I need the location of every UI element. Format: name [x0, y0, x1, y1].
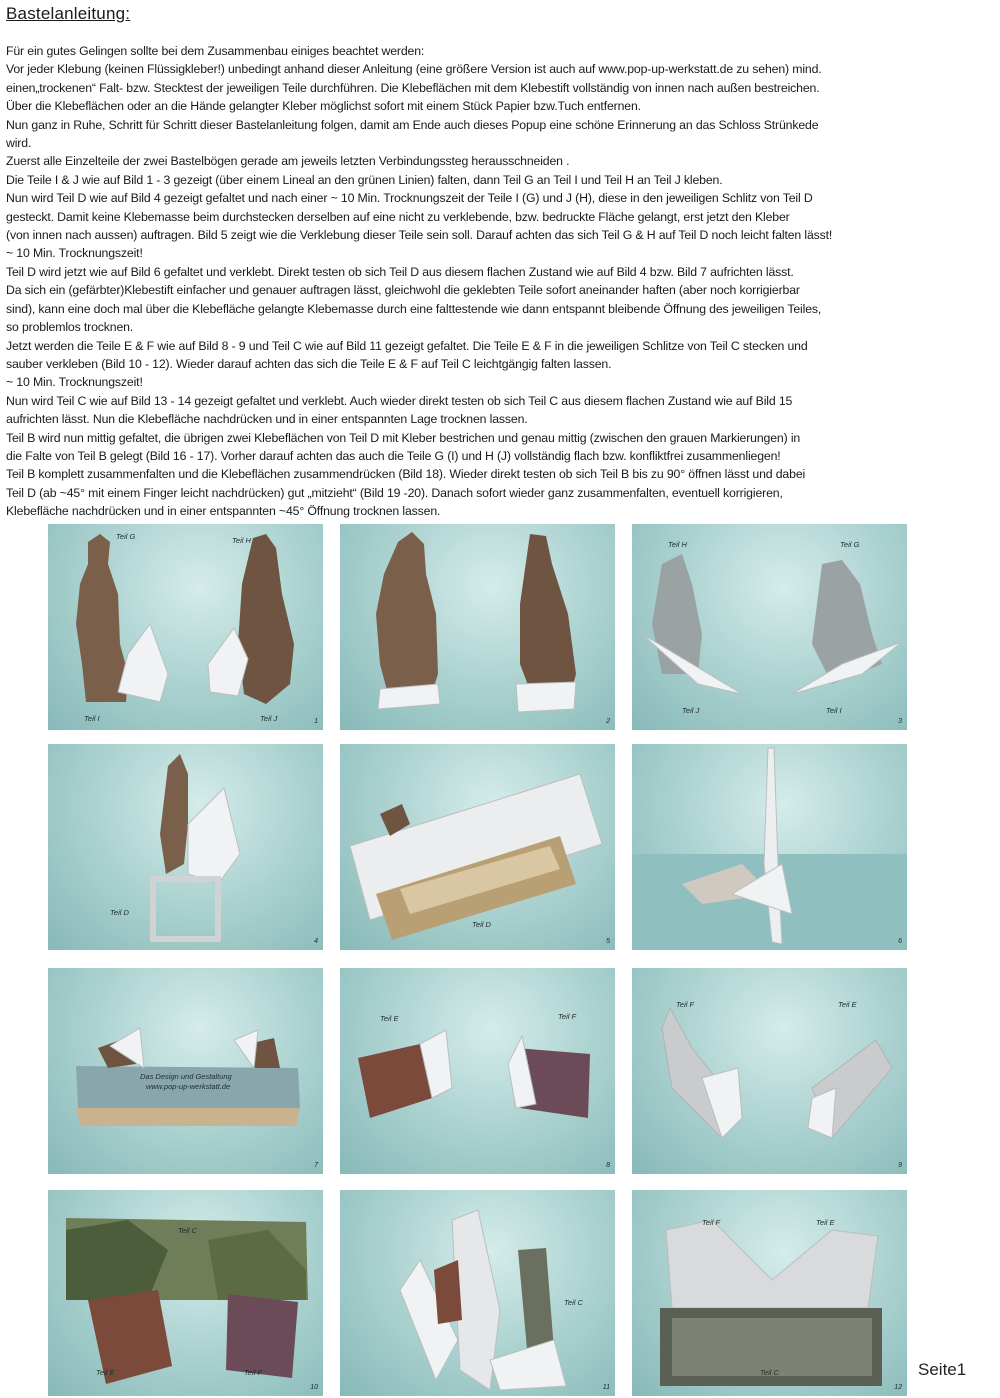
step-image-12	[632, 1190, 907, 1396]
panel-label: Teil F	[558, 1012, 577, 1021]
panel-label: Teil C	[564, 1298, 583, 1307]
panel-label: Teil F	[244, 1368, 263, 1377]
panel-number: 7	[314, 1162, 318, 1169]
panel-number: 6	[898, 938, 902, 945]
panel-label: Teil G	[116, 532, 136, 541]
text-line: Über die Klebeflächen oder an die Hände gelangter Kleber möglichst sofort mit einem Stück Papier bzw.Tuch entfernen.	[6, 99, 641, 114]
text-line: aufrichten lässt. Nun die Klebefläche nachdrücken und in einer entspannten Lage trocknen lassen.	[6, 412, 528, 427]
panel-label: Teil D	[472, 920, 491, 929]
panel-label: www.pop-up-werkstatt.de	[146, 1082, 231, 1091]
park-scene-illustration	[48, 1190, 323, 1396]
step-image-5	[340, 744, 615, 950]
panel-number: 1	[314, 718, 318, 725]
house-parts-illustration	[340, 968, 615, 1174]
panel-label: Teil F	[702, 1218, 721, 1227]
step-image-6	[632, 744, 907, 950]
panel-label: Teil J	[260, 714, 278, 723]
text-line: die Falte von Teil B gelegt (Bild 16 - 17). Vorher darauf achten das auch die Teile G (I) und H (J) vollständig flach bzw. konfliktfrei zusammenliegen!	[6, 448, 781, 463]
text-line: Nun wird Teil D wie auf Bild 4 gezeigt gefaltet und nach einer ~ 10 Min. Trocknungszeit der Teile I (G) und J (H), diese in den jeweiligen Schlitz von Teil D	[6, 191, 813, 206]
panel-number: 12	[894, 1384, 902, 1391]
text-line: ~ 10 Min. Trocknungszeit!	[6, 246, 143, 261]
step-image-4	[48, 744, 323, 950]
text-line: Nun ganz in Ruhe, Schritt für Schritt dieser Bastelanleitung folgen, damit am Ende auch dieses Popup eine schöne Erinnerung an das Schloss Strünkede	[6, 117, 819, 132]
panel-label: Teil E	[838, 1000, 857, 1009]
panel-label: Teil G	[840, 540, 860, 549]
shadow-parts-illustration	[632, 524, 907, 730]
text-line: sauber verkleben (Bild 10 - 12). Wieder darauf achten das sich die Teile E & F auf Teil C leichtgängig falten lassen.	[6, 356, 612, 371]
folding-part-illustration	[340, 1190, 615, 1396]
assembled-popup-illustration	[48, 968, 323, 1174]
panel-number: 11	[602, 1384, 610, 1391]
folded-part-illustration	[48, 744, 323, 950]
step-image-9	[632, 968, 907, 1174]
page-title: Bastelanleitung:	[6, 4, 131, 23]
panel-number: 3	[898, 718, 902, 725]
step-image-8	[340, 968, 615, 1174]
panel-number: 5	[606, 938, 610, 945]
step-image-3	[632, 524, 907, 730]
panel-label: Teil E	[380, 1014, 399, 1023]
text-line: wird.	[6, 136, 32, 151]
panel-label: Teil C	[760, 1368, 779, 1377]
panel-label: Teil D	[110, 908, 129, 917]
text-line: Da sich ein (gefärbter)Klebestift einfacher und genauer auftragen lässt, gleichwohl die geklebten Teile sofort aneinander haften (aber noch korrigierbar	[6, 283, 800, 298]
text-line: Zuerst alle Einzelteile der zwei Bastelbögen gerade am jeweils letzten Verbindungssteg herausschneiden .	[6, 154, 570, 169]
text-line: Teil B komplett zusammenfalten und die Klebeflächen zusammendrücken (Bild 18). Wieder direkt testen ob sich Teil B bis zu 90° öffnen lässt und dabei	[6, 467, 806, 482]
statue-parts-illustration	[48, 524, 323, 730]
panel-label: Teil I	[84, 714, 100, 723]
step-image-11	[340, 1190, 615, 1396]
text-line: Teil D wird jetzt wie auf Bild 6 gefaltet und verklebt. Direkt testen ob sich Teil D aus diesem flachen Zustand wie auf Bild 4 bzw. Bild 7 aufrichten lässt.	[6, 264, 794, 279]
panel-label: Teil H	[232, 536, 251, 545]
text-line: ~ 10 Min. Trocknungszeit!	[6, 375, 143, 390]
panel-number: 2	[606, 718, 610, 725]
panel-label: Das Design und Gestaltung	[140, 1072, 232, 1081]
panel-number: 4	[314, 938, 318, 945]
panel-label: Teil E	[96, 1368, 115, 1377]
text-line: so problemlos trocknen.	[6, 320, 134, 335]
text-line: Klebefläche nachdrücken und in einer entspannten ~45° Öffnung trocknen lassen.	[6, 504, 441, 519]
text-line: Die Teile I & J wie auf Bild 1 - 3 gezeigt (über einem Lineal an den grünen Linien) falten, dann Teil G an Teil I und Teil H an Teil J kleben.	[6, 172, 723, 187]
page-number: Seite1	[918, 1360, 967, 1379]
text-line: einen„trockenen“ Falt- bzw. Stecktest der jeweiligen Teile durchführen. Die Klebeflächen mit dem Klebestift vollständig von innen nach außen bestreichen.	[6, 80, 820, 95]
step-image-1	[48, 524, 323, 730]
panel-label: Teil C	[178, 1226, 197, 1235]
step-image-7	[48, 968, 323, 1174]
panel-label: Teil I	[826, 706, 842, 715]
panel-label: Teil F	[676, 1000, 695, 1009]
panel-number: 9	[898, 1162, 902, 1169]
panel-label: Teil H	[668, 540, 687, 549]
step-image-10	[48, 1190, 323, 1396]
panel-label: Teil J	[682, 706, 700, 715]
folded-house-parts-illustration	[632, 968, 907, 1174]
instructions-text	[6, 42, 996, 521]
text-line: Jetzt werden die Teile E & F wie auf Bild 8 - 9 und Teil C wie auf Bild 11 gezeigt gefaltet. Die Teile E & F in die jeweiligen Schlitze von Teil C stecken und	[6, 338, 808, 353]
statue-parts-illustration	[340, 524, 615, 730]
panel-number: 8	[606, 1162, 610, 1169]
text-line: Für ein gutes Gelingen sollte bei dem Zusammenbau einiges beachtet werden:	[6, 44, 425, 58]
text-line: gesteckt. Damit keine Klebemasse beim durchstecken derselben auf eine nicht zu verklebende, bzw. bedruckte Fläche gelangt, erst jetzt den Kleber	[6, 209, 790, 224]
text-line: Teil D (ab ~45° mit einem Finger leicht nachdrücken) gut „mitzieht“ (Bild 19 -20). Danach sofort wieder ganz zusammenfalten, eventuell korrigieren,	[6, 485, 783, 500]
text-line: Teil B wird nun mittig gefaltet, die übrigen zwei Klebeflächen von Teil D mit Kleber bestrichen und genau mittig (zwischen den grauen Markierungen) in	[6, 430, 801, 445]
text-line: (von innen nach aussen) auftragen. Bild 5 zeigt wie die Verklebung dieser Teile sein soll. Darauf achten das sich Teil G & H auf Teil D noch leicht falten lässt!	[6, 228, 833, 243]
text-line: Vor jeder Klebung (keinen Flüssigkleber!) unbedingt anhand dieser Anleitung (eine größere Version ist auch auf www.pop-up-werkstatt.de zu sehen) mind.	[6, 62, 822, 77]
panel-number: 10	[310, 1384, 318, 1391]
step-image-2	[340, 524, 615, 730]
assembled-part-illustration	[632, 1190, 907, 1396]
panel-label: Teil E	[816, 1218, 835, 1227]
text-line: Nun wird Teil C wie auf Bild 13 - 14 gezeigt gefaltet und verklebt. Auch wieder direkt testen ob sich Teil C aus diesem flachen Zustand wie auf Bild 15	[6, 393, 793, 408]
flat-part-illustration	[632, 744, 907, 950]
text-line: sind), kann eine doch mal über die Klebefläche gelangte Klebemasse durch eine falttestende wie dann entspannt bleibende Öffnung des jeweiligen Teiles,	[6, 301, 822, 316]
